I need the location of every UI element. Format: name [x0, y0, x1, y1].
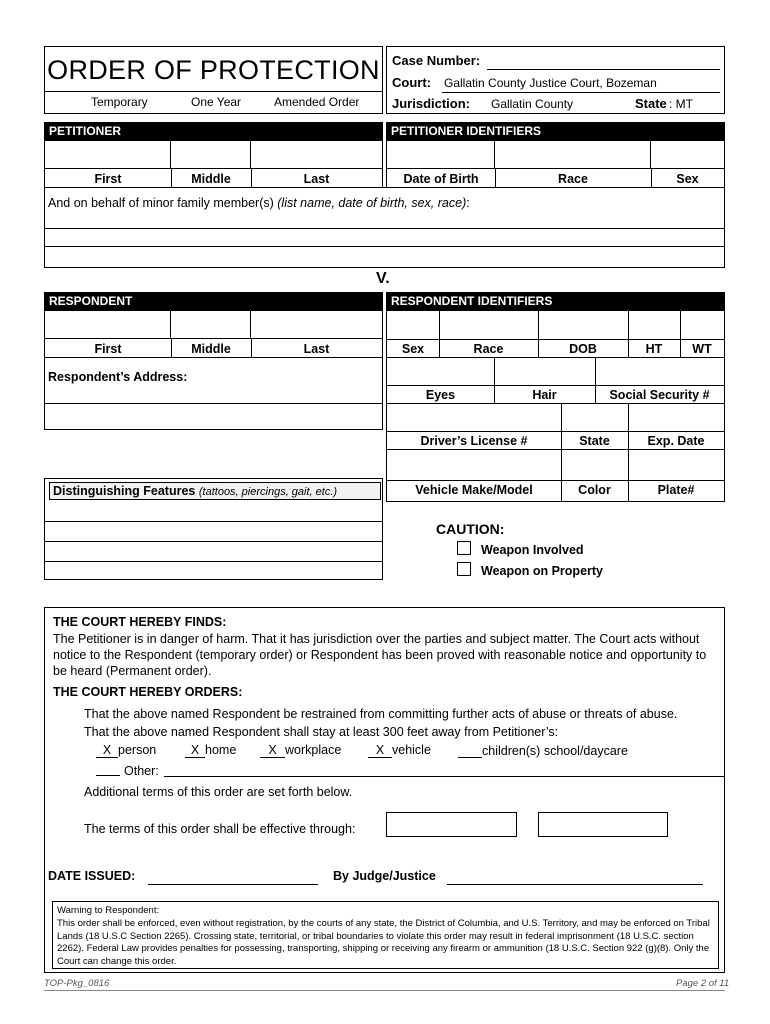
distinguishing-features-label: Distinguishing Features (tattoos, piercings, gait, etc.)	[53, 484, 338, 498]
stay-away-vehicle[interactable]: X vehicle	[368, 743, 431, 758]
respondent-vehicle-color-field[interactable]	[561, 449, 628, 480]
distinguishing-features-box	[44, 478, 383, 580]
petitioner-sex-label: Sex	[676, 172, 699, 186]
petitioner-race-label: Race	[558, 172, 588, 186]
stay-away-person-mark[interactable]: X	[96, 743, 118, 758]
court-orders-box	[44, 607, 725, 973]
respondent-last-field[interactable]	[251, 311, 382, 339]
state-field[interactable]: : MT	[669, 97, 693, 111]
orders-line-1: That the above named Respondent be restrained from committing further acts of abuse or threats of abuse.	[84, 707, 678, 721]
respondent-dob-label: DOB	[569, 342, 597, 356]
respondent-identifiers-header: RESPONDENT IDENTIFIERS	[387, 293, 724, 311]
respondent-wt-field[interactable]	[680, 311, 724, 339]
weapon-involved-label: Weapon Involved	[481, 543, 584, 557]
petitioner-race-field[interactable]	[495, 141, 651, 169]
respondent-dl-state-field[interactable]	[561, 403, 628, 431]
stay-away-person[interactable]: X person	[96, 743, 156, 758]
respondent-ht-label: HT	[645, 342, 663, 356]
respondent-eyes-label: Eyes	[425, 388, 456, 402]
petitioner-first-label: First	[94, 172, 122, 186]
judge-signature-input[interactable]	[447, 870, 703, 885]
respondent-dob-field[interactable]	[538, 311, 628, 339]
weapon-involved-checkbox[interactable]	[457, 541, 471, 555]
respondent-race-field[interactable]	[439, 311, 538, 339]
state-label: State	[635, 96, 667, 111]
respondent-eyes-field[interactable]	[387, 357, 494, 385]
other-label: Other:	[124, 764, 159, 778]
respondent-plate-field[interactable]	[628, 449, 724, 480]
respondent-dl-exp-field[interactable]	[628, 403, 724, 431]
respondent-race-label: Race	[473, 342, 504, 356]
other-input[interactable]	[164, 761, 724, 777]
respondent-ssn-field[interactable]	[595, 357, 724, 385]
date-issued-input[interactable]	[148, 870, 318, 885]
respondent-first-label: First	[94, 342, 122, 356]
date-issued-label: DATE ISSUED:	[48, 869, 136, 883]
respondent-middle-field[interactable]	[171, 311, 251, 339]
orders-heading: THE COURT HEREBY ORDERS:	[53, 685, 243, 699]
respondent-address-label: Respondent’s Address:	[48, 370, 188, 384]
petitioner-identifiers-section	[386, 122, 725, 188]
respondent-dl-field[interactable]	[387, 403, 561, 431]
court-label: Court:	[392, 75, 431, 90]
petitioner-header: PETITIONER	[45, 123, 382, 141]
respondent-dl-label: Driver’s License #	[420, 434, 528, 448]
order-type-amended[interactable]: Amended Order	[274, 95, 360, 109]
case-number-field[interactable]	[491, 53, 721, 69]
footer-form-id: TOP-Pkg_0816	[44, 978, 110, 989]
respondent-plate-label: Plate#	[657, 483, 695, 497]
caution-title: CAUTION:	[436, 521, 505, 537]
respondent-header: RESPONDENT	[45, 293, 382, 311]
stay-away-school[interactable]: children(s) school/daycare	[458, 743, 628, 758]
petitioner-middle-field[interactable]	[171, 141, 251, 169]
minor-family-box	[44, 187, 725, 268]
effective-date-field-2[interactable]	[538, 812, 668, 837]
weapon-on-property-checkbox[interactable]	[457, 562, 471, 576]
respondent-wt-label: WT	[692, 342, 712, 356]
distinguishing-line-2[interactable]	[45, 522, 382, 541]
respondent-dl-state-label: State	[579, 434, 610, 448]
warning-title: Warning to Respondent:	[57, 905, 160, 916]
respondent-vehicle-label: Vehicle Make/Model	[415, 483, 533, 497]
court-field[interactable]: Gallatin County Justice Court, Bozeman	[444, 76, 657, 90]
stay-away-workplace-mark[interactable]: X	[260, 743, 285, 758]
weapon-on-property-label: Weapon on Property	[481, 564, 604, 578]
respondent-dl-exp-label: Exp. Date	[647, 434, 705, 448]
jurisdiction-field[interactable]: Gallatin County	[491, 97, 574, 111]
footer-page-number: Page 2 of 11	[676, 978, 730, 989]
stay-away-workplace[interactable]: X workplace	[260, 743, 341, 758]
form-title: ORDER OF PROTECTION	[47, 55, 380, 85]
orders-line-2: That the above named Respondent shall stay at least 300 feet away from Petitioner’s:	[84, 725, 559, 739]
case-number-label: Case Number:	[392, 53, 481, 68]
respondent-hair-field[interactable]	[494, 357, 595, 385]
case-info-box	[386, 46, 725, 114]
respondent-vehicle-color-label: Color	[578, 483, 611, 497]
respondent-identifiers-section	[386, 292, 725, 502]
judge-label: By Judge/Justice	[333, 869, 436, 883]
distinguishing-line-3[interactable]	[45, 542, 382, 561]
order-type-temporary[interactable]: Temporary	[91, 95, 148, 109]
petitioner-sex-field[interactable]	[651, 141, 724, 169]
distinguishing-features-hint: (tattoos, piercings, gait, etc.)	[198, 486, 338, 498]
stay-away-vehicle-mark[interactable]: X	[368, 743, 392, 758]
other-checkbox-line[interactable]	[96, 761, 120, 776]
respondent-sex-field[interactable]	[387, 311, 439, 339]
respondent-sex-label: Sex	[401, 342, 425, 356]
respondent-ssn-label: Social Security #	[609, 388, 710, 402]
warning-box	[52, 901, 719, 969]
respondent-middle-label: Middle	[191, 342, 231, 356]
stay-away-home[interactable]: X home	[185, 743, 236, 758]
minor-family-line-1[interactable]	[45, 228, 724, 246]
findings-heading: THE COURT HEREBY FINDS:	[53, 615, 227, 629]
effective-through-label: The terms of this order shall be effective through:	[84, 822, 356, 836]
versus-label: V.	[376, 270, 390, 287]
findings-text: The Petitioner is in danger of harm. That it has jurisdiction over the parties and subject matter. The Court acts without notice to the Respondent (temporary order) or Respondent has been proved with reasonable notice and opportunity to be heard (Permanent order).	[53, 632, 707, 678]
petitioner-middle-label: Middle	[191, 172, 231, 186]
respondent-first-field[interactable]	[45, 311, 171, 339]
respondent-hair-label: Hair	[532, 388, 557, 402]
respondent-section	[44, 292, 383, 430]
distinguishing-line-1[interactable]	[45, 501, 382, 521]
effective-date-field-1[interactable]	[386, 812, 517, 837]
respondent-address-line-1[interactable]	[45, 385, 382, 403]
petitioner-dob-field[interactable]	[387, 141, 495, 169]
title-box	[44, 46, 383, 114]
petitioner-first-field[interactable]	[45, 141, 171, 169]
petitioner-last-label: Last	[303, 172, 330, 186]
respondent-last-label: Last	[303, 342, 330, 356]
respondent-ht-field[interactable]	[628, 311, 680, 339]
order-type-one-year[interactable]: One Year	[191, 95, 242, 109]
petitioner-last-field[interactable]	[251, 141, 382, 169]
minor-family-hint: (list name, date of birth, sex, race)	[277, 196, 467, 210]
stay-away-school-mark[interactable]	[458, 743, 482, 758]
additional-terms-text: Additional terms of this order are set forth below.	[84, 785, 353, 799]
petitioner-identifiers-header: PETITIONER IDENTIFIERS	[387, 123, 724, 141]
minor-family-line-2[interactable]	[45, 246, 724, 267]
respondent-vehicle-field[interactable]	[387, 449, 561, 480]
jurisdiction-label: Jurisdiction:	[392, 96, 471, 111]
petitioner-section	[44, 122, 383, 188]
warning-text: This order shall be enforced, even without registration, by the courts of any state, the District of Columbia, and U.S. Territory, and may be enforced on Tribal Lands (18 U.S.C Section 2265). Crossing state, territorial, or tribal boundaries to violate this order may result in federal imprisonment (18 U.S.C. section 2262). Federal Law provides penalties for possessing, transporting, shipping or receiving any firearm or ammunition (18 U.S.C. Section 922 (g)(8). Only the Court can change this order.	[57, 918, 710, 967]
petitioner-dob-label: Date of Birth	[403, 172, 479, 186]
respondent-address-line-2[interactable]	[45, 404, 382, 429]
minor-family-label: And on behalf of minor family member(s) (list name, date of birth, sex, race):	[48, 196, 470, 210]
stay-away-home-mark[interactable]: X	[185, 743, 205, 758]
